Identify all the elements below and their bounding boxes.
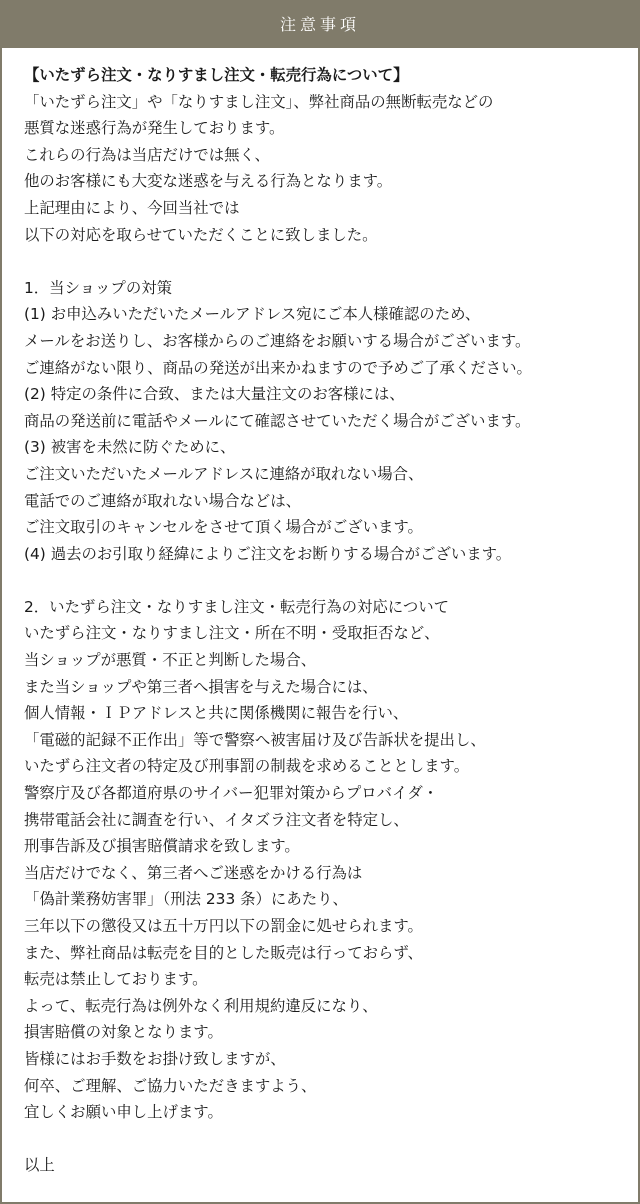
intro-line: 上記理由により、今回当社では <box>24 198 240 217</box>
section2-title: 2．いたずら注文・なりすまし注文・転売行為の対応について <box>24 597 450 616</box>
section2-line: 転売は禁止しております。 <box>24 970 208 989</box>
section1-line: ご連絡がない限り、商品の発送が出来かねますので予めご了承ください。 <box>24 358 532 377</box>
section1-line: メールをお送りし、お客様からのご連絡をお願いする場合がございます。 <box>24 331 531 350</box>
section1-line: ご注文取引のキャンセルをさせて頂く場合がございます。 <box>24 518 423 537</box>
section2-line: よって、転売行為は例外なく利用規約違反になり、 <box>24 996 378 1015</box>
section2-line: いたずら注文・なりすまし注文・所在不明・受取拒否など、 <box>24 624 440 643</box>
section2-line: 警察庁及び各都道府県のサイバー犯罪対策からプロバイダ・ <box>24 784 439 803</box>
closing-text: 以上 <box>24 1156 55 1175</box>
section2-line: 個人情報・ＩＰアドレスと共に関係機関に報告を行い、 <box>24 704 409 723</box>
section1-line: 商品の発送前に電話やメールにて確認させていただく場合がございます。 <box>24 411 531 430</box>
section2-line: 皆様にはお手数をお掛け致しますが、 <box>24 1049 286 1068</box>
section1-line: (1) お申込みいただいたメールアドレス宛にご本人様確認のため、 <box>24 305 481 324</box>
intro-line: 以下の対応を取らせていただくことに致しました。 <box>24 225 378 244</box>
section1-line: 電話でのご連絡が取れない場合などは、 <box>24 491 302 510</box>
section2-line: また、弊社商品は転売を目的とした販売は行っておらず、 <box>24 943 423 962</box>
blank-line <box>24 248 638 275</box>
section2-line: 当ショップが悪質・不正と判断した場合、 <box>24 651 317 670</box>
section2-line: 「偽計業務妨害罪」（刑法 233 条）にあたり、 <box>24 890 348 909</box>
section2-line: 損害賠償の対象となります。 <box>24 1023 223 1042</box>
notice-heading: 【いたずら注文・なりすまし注文・転売行為について】 <box>24 66 409 84</box>
section2-line: 三年以下の懲役又は五十万円以下の罰金に処せられます。 <box>24 917 423 935</box>
section2-line: また当ショップや第三者へ損害を与えた場合には、 <box>24 677 378 696</box>
section1-title: 1．当ショップの対策 <box>24 278 172 297</box>
section2-line: 当店だけでなく、第三者へご迷惑をかける行為は <box>24 863 363 882</box>
section2-line: いたずら注文者の特定及び刑事罰の制裁を求めることとします。 <box>24 757 470 776</box>
notice-title: 注意事項 <box>279 15 360 34</box>
section2-line: 宜しくお願い申し上げます。 <box>24 1103 223 1122</box>
section1-line: (4) 過去のお引取り経緯によりご注文をお断りする場合がございます。 <box>24 544 512 563</box>
notice-header <box>2 2 638 48</box>
section2-line: 刑事告訴及び損害賠償請求を致します。 <box>24 837 300 856</box>
notice-body <box>2 48 638 1179</box>
blank-line <box>24 1126 638 1153</box>
intro-line: 悪質な迷惑行為が発生しております。 <box>24 119 285 138</box>
intro-line: これらの行為は当店だけでは無く、 <box>24 145 270 164</box>
intro-line: 他のお客様にも大変な迷惑を与える行為となります。 <box>24 172 393 191</box>
blank-line <box>24 567 638 594</box>
section1-line: (3) 被害を未然に防ぐために、 <box>24 438 236 457</box>
intro-line: 「いたずら注文」や「なりすまし注文」、弊社商品の無断転売などの <box>24 92 494 111</box>
section1-line: (2) 特定の条件に合致、または大量注文のお客様には、 <box>24 385 405 404</box>
section1-line: ご注文いただいたメールアドレスに連絡が取れない場合、 <box>24 464 424 483</box>
section2-line: 「電磁的記録不正作出」等で警察へ被害届け及び告訴状を提出し、 <box>24 730 486 749</box>
section2-line: 何卒、ご理解、ご協力いただきますよう、 <box>24 1076 317 1095</box>
section2-line: 携帯電話会社に調査を行い、イタズラ注文者を特定し、 <box>24 810 409 829</box>
